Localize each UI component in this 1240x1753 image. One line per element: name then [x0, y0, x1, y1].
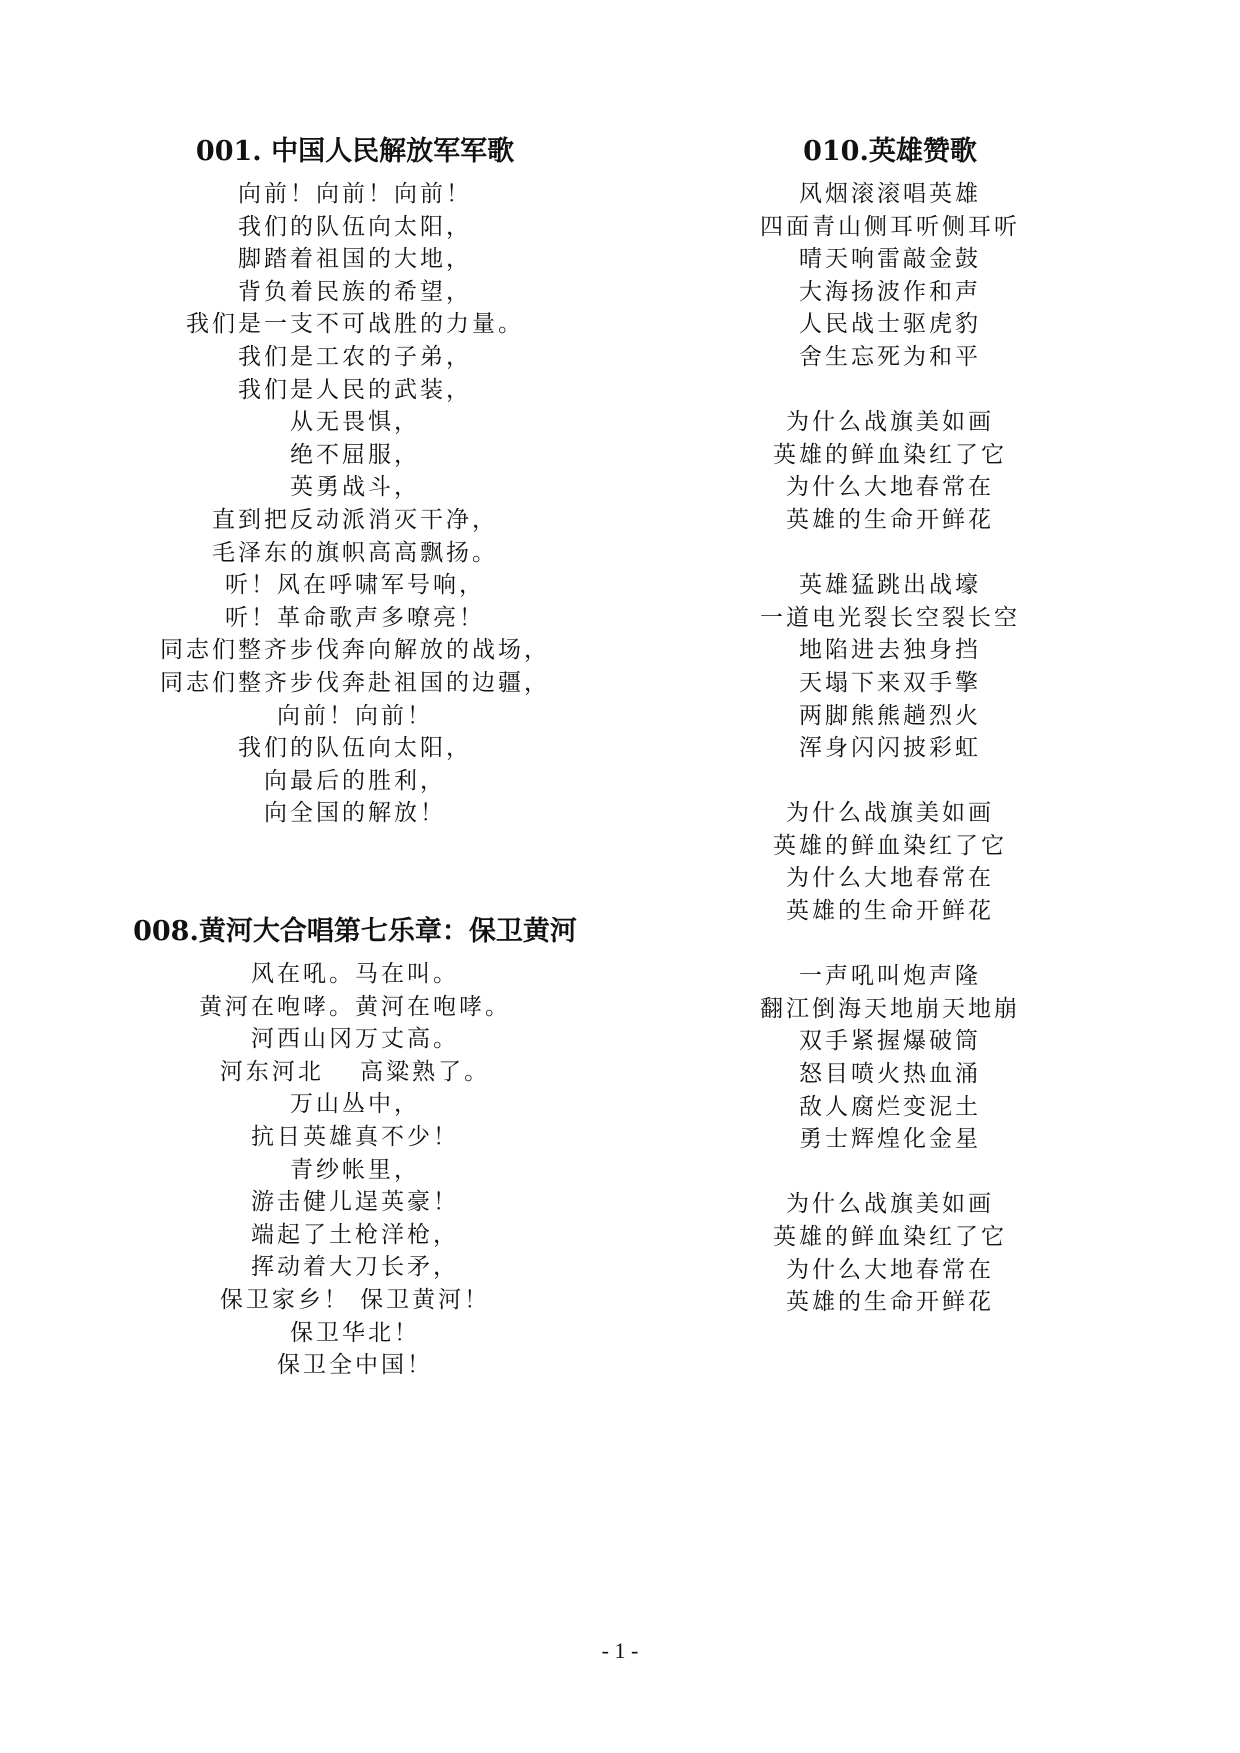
lyric-line: 脚踏着祖国的大地， — [238, 246, 472, 273]
lyric-line: 万山丛中， — [290, 1091, 420, 1118]
lyric-line: 背负着民族的希望， — [238, 278, 472, 305]
lyric-line: 保卫华北！ — [290, 1319, 420, 1346]
lyrics — [160, 178, 550, 830]
lyric-line: 挥动着大刀长矛， — [251, 1254, 459, 1281]
lyric-line: 我们的队伍向太阳， — [238, 735, 472, 762]
lyric-line: 风烟滚滚唱英雄 — [799, 181, 981, 207]
lyrics — [735, 178, 1045, 1319]
lyric-line: 风在吼。马在叫。 — [251, 961, 459, 987]
lyric-line: 我们是工农的子弟， — [238, 343, 472, 370]
lyric-line: 英雄的鲜血染红了它 — [773, 441, 1007, 468]
lyric-line: 地陷进去独身挡 — [799, 637, 981, 664]
page-number: - 1 - — [601, 1638, 639, 1663]
lyric-line: 翻江倒海天地崩天地崩 — [760, 995, 1020, 1022]
lyric-line: 浑身闪闪披彩虹 — [799, 735, 981, 762]
lyric-line: 同志们整齐步伐奔赴祖国的边疆， — [160, 669, 550, 696]
lyric-line: 毛泽东的旗帜高高飘扬。 — [212, 539, 498, 566]
lyric-line: 勇士辉煌化金星 — [799, 1126, 981, 1153]
song-010 — [735, 132, 1045, 1319]
lyric-line: 天塌下来双手擎 — [799, 669, 981, 696]
lyric-line: 听！革命歌声多嘹亮！ — [225, 604, 485, 631]
lyric-line — [735, 537, 1045, 570]
lyric-line — [735, 1156, 1045, 1189]
lyric-line: 保卫全中国！ — [277, 1352, 433, 1379]
lyric-line: 双手紧握爆破筒 — [799, 1028, 981, 1055]
lyric-line: 河东河北 高粱熟了。 — [219, 1058, 491, 1085]
lyric-line: 为什么大地春常在 — [786, 865, 994, 892]
lyric-line: 为什么大地春常在 — [786, 474, 994, 501]
lyric-line: 向前！向前！向前！ — [238, 181, 472, 207]
lyric-line: 为什么大地春常在 — [786, 1256, 994, 1283]
lyric-line: 向全国的解放！ — [264, 800, 446, 827]
lyric-line: 为什么战旗美如画 — [786, 409, 994, 436]
lyric-line: 游击健儿逞英豪！ — [251, 1189, 459, 1216]
lyric-line: 青纱帐里， — [290, 1156, 420, 1183]
lyric-line: 英雄的鲜血染红了它 — [773, 832, 1007, 859]
lyric-line: 向最后的胜利， — [264, 767, 446, 794]
lyric-line: 舍生忘死为和平 — [799, 343, 981, 370]
lyric-line: 为什么战旗美如画 — [786, 1191, 994, 1218]
lyric-line: 一声吼叫炮声隆 — [799, 963, 981, 990]
lyric-line: 人民战士驱虎豹 — [799, 311, 981, 338]
lyrics — [110, 958, 600, 1382]
lyric-line: 黄河在咆哮。黄河在咆哮。 — [199, 993, 511, 1020]
lyric-line: 绝不屈服， — [290, 441, 420, 468]
song-title: 010.英雄赞歌 — [803, 136, 977, 167]
lyric-line — [735, 928, 1045, 961]
lyric-line: 同志们整齐步伐奔向解放的战场， — [160, 637, 550, 664]
lyric-line — [735, 374, 1045, 407]
lyric-line: 英雄的鲜血染红了它 — [773, 1224, 1007, 1250]
song-008 — [110, 912, 600, 1382]
lyric-line: 英雄的生命开鲜花 — [786, 1289, 994, 1316]
lyric-line: 敌人腐烂变泥土 — [799, 1093, 981, 1120]
lyric-line: 为什么战旗美如画 — [786, 800, 994, 827]
lyric-line: 晴天响雷敲金鼓 — [799, 246, 981, 273]
lyric-line: 抗日英雄真不少！ — [251, 1123, 459, 1150]
lyric-line: 两脚熊熊趟烈火 — [799, 702, 981, 729]
song-title: 008.黄河大合唱第七乐章：保卫黄河 — [133, 916, 577, 947]
lyric-line: 我们是一支不可战胜的力量。 — [186, 311, 524, 338]
lyric-line — [735, 765, 1045, 798]
lyric-line: 听！风在呼啸军号响， — [225, 572, 485, 599]
lyric-line: 英雄的生命开鲜花 — [786, 506, 994, 533]
lyric-line: 大海扬波作和声 — [799, 278, 981, 305]
lyric-line: 从无畏惧， — [290, 409, 420, 436]
lyric-line: 四面青山侧耳听侧耳听 — [760, 213, 1020, 240]
song-001 — [160, 132, 550, 830]
lyric-line: 怒目喷火热血涌 — [799, 1061, 981, 1088]
lyric-line: 河西山冈万丈高。 — [251, 1026, 459, 1053]
lyric-line: 一道电光裂长空裂长空 — [760, 604, 1020, 631]
lyric-line: 英雄猛跳出战壕 — [799, 572, 981, 599]
lyric-line: 直到把反动派消灭干净， — [212, 506, 498, 533]
song-title: 001. 中国人民解放军军歌 — [195, 136, 515, 167]
lyric-line: 保卫家乡！ 保卫黄河！ — [219, 1286, 491, 1313]
lyric-line: 向前！向前！ — [277, 702, 433, 729]
lyric-line: 英勇战斗， — [290, 474, 420, 501]
lyric-line: 英雄的生命开鲜花 — [786, 898, 994, 925]
lyric-line: 我们是人民的武装， — [238, 376, 472, 403]
lyric-line: 端起了土枪洋枪， — [251, 1221, 459, 1248]
lyric-line: 我们的队伍向太阳， — [238, 213, 472, 240]
